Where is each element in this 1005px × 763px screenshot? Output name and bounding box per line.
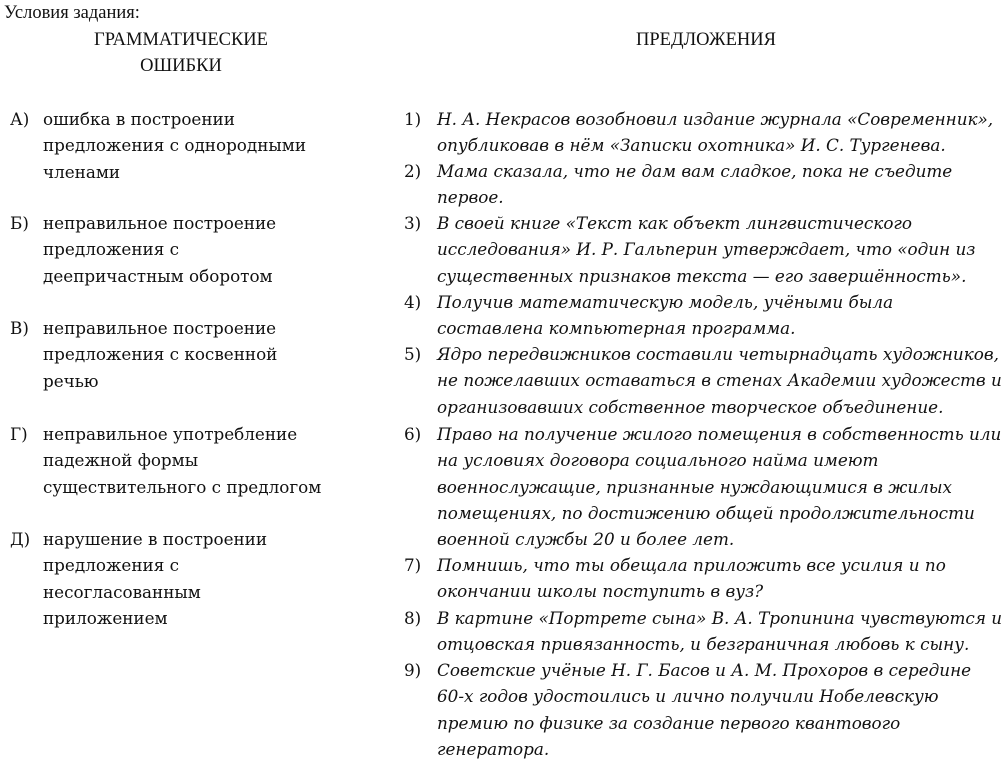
header-errors-line2: ОШИБКИ	[140, 56, 222, 76]
sentence-item-text-line: на условиях договора социального найма имеют	[437, 450, 879, 471]
error-item-text-line: неправильное употребление	[43, 424, 298, 444]
sentence-item-text-line: В своей книге «Текст как объект лингвистического	[437, 213, 913, 233]
sentence-item-text-line: Помнишь, что ты обещала приложить все усилия и по	[437, 555, 946, 575]
error-item-text-line: неправильное построение	[43, 318, 277, 338]
task-title: Условия задания:	[4, 3, 140, 23]
error-item-text-line: неправильное построение	[43, 213, 277, 233]
sentence-item-marker: 6)	[404, 424, 422, 444]
sentence-item-marker: 3)	[404, 213, 422, 233]
sentence-item-text-line: отцовская привязанность, и безграничная любовь к сыну.	[437, 634, 970, 655]
sentence-item-text-line: составлена компьютерная программа.	[437, 318, 796, 339]
sentence-item-text-line: опубликовав в нём «Записки охотника» И. С. Тургенева.	[437, 135, 946, 156]
sentence-item-marker: 8)	[404, 608, 422, 628]
error-item-text-line: нарушение в построении	[43, 529, 268, 549]
sentence-item-text-line: Советские учёные Н. Г. Басов и А. М. Прохоров в середине	[437, 660, 972, 680]
sentence-item-text-line: В картине «Портрете сына» В. А. Тропинина чувствуются и	[437, 608, 1003, 628]
sentence-item-text-line: существенных признаков текста — его завершённость».	[437, 265, 967, 286]
error-item-text-line: приложением	[43, 607, 168, 628]
sentence-item-text-line: премию по физике за создание первого квантового	[437, 712, 901, 733]
error-item-text-line: ошибка в построении	[43, 109, 235, 129]
error-item-marker: В)	[10, 318, 29, 338]
sentence-item-marker: 2)	[404, 161, 422, 181]
error-item-text-line: предложения с косвенной	[43, 344, 278, 365]
sentence-item-text-line: исследования» И. Р. Гальперин утверждает, что «один из	[437, 239, 976, 260]
error-item-text-line: членами	[43, 161, 121, 182]
sentence-item-text-line: не пожелавших оставаться в стенах Академии художеств и	[437, 370, 1002, 391]
sentence-item-marker: 1)	[404, 109, 422, 129]
sentence-item-text-line: окончании школы поступить в вуз?	[437, 581, 764, 602]
sentence-item-text-line: помещениях, по достижению общей продолжительности	[437, 502, 975, 523]
sentence-item-marker: 7)	[404, 555, 422, 575]
error-item-text-line: речью	[43, 370, 99, 391]
sentence-item-text-line: 60-х годов удостоились и лично получили Нобелевскую	[437, 686, 939, 707]
error-item-marker: Б)	[10, 213, 29, 233]
error-item-text-line: предложения с	[43, 555, 180, 576]
sentence-item-text-line: Ядро передвижников составили четырнадцать художников,	[437, 344, 999, 364]
sentence-item-text-line: Получив математическую модель, учёными была	[437, 292, 894, 312]
error-item-text-line: предложения с	[43, 239, 180, 260]
error-item-text-line: деепричастным оборотом	[43, 265, 273, 286]
error-item-text-line: существительного с предлогом	[43, 476, 322, 497]
sentence-item-text-line: первое.	[437, 187, 504, 208]
error-item-marker: Г)	[10, 424, 28, 444]
header-errors-line1: ГРАММАТИЧЕСКИЕ	[94, 30, 268, 50]
sentence-item-text-line: Право на получение жилого помещения в собственность или	[437, 424, 1002, 444]
sentence-item-text-line: Мама сказала, что не дам вам сладкое, пока не съедите	[437, 161, 953, 181]
sentence-item-marker: 5)	[404, 344, 422, 364]
sentence-item-marker: 9)	[404, 660, 422, 680]
error-item-text-line: падежной формы	[43, 450, 199, 471]
sentence-item-text-line: Н. А. Некрасов возобновил издание журнала «Современник»,	[437, 109, 994, 129]
error-item-marker: А)	[10, 109, 30, 129]
error-item-text-line: предложения с однородными	[43, 135, 307, 156]
header-sentences: ПРЕДЛОЖЕНИЯ	[636, 30, 776, 50]
sentence-item-text-line: организовавших собственное творческое объединение.	[437, 396, 944, 417]
error-item-text-line: несогласованным	[43, 581, 201, 602]
sentence-item-marker: 4)	[404, 292, 422, 312]
error-item-marker: Д)	[10, 529, 31, 549]
sentence-item-text-line: генератора.	[437, 738, 550, 759]
sentence-item-text-line: военной службы 20 и более лет.	[437, 529, 735, 550]
sentence-item-text-line: военнослужащие, признанные нуждающимися в жилых	[437, 476, 952, 497]
